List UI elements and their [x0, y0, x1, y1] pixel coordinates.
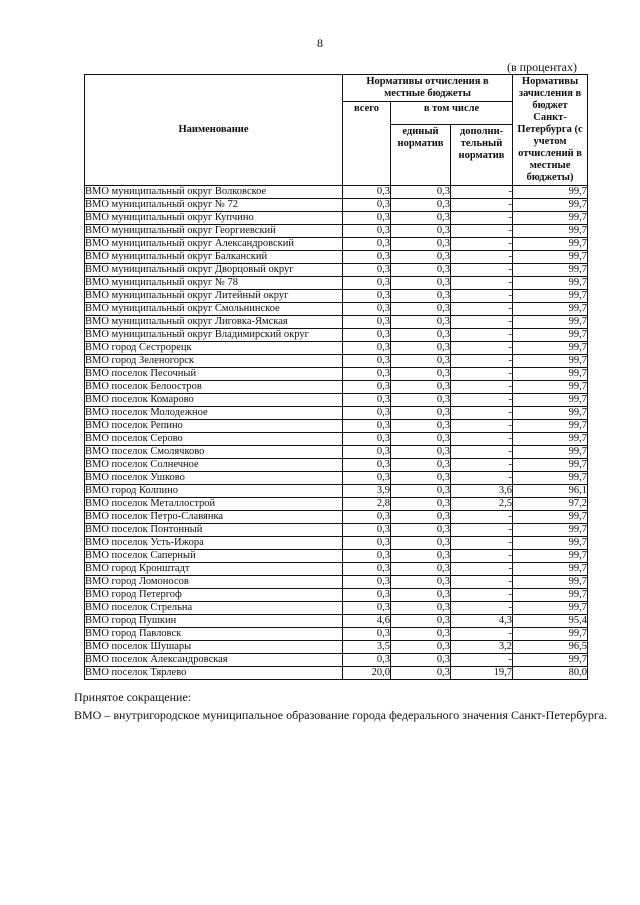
city-budget-value: 99,7 — [513, 589, 588, 602]
single-norm-value: 0,3 — [391, 316, 451, 329]
city-budget-value: 99,7 — [513, 576, 588, 589]
single-norm-value: 0,3 — [391, 264, 451, 277]
municipality-name: ВМО муниципальный округ № 72 — [85, 199, 343, 212]
single-norm-value: 0,3 — [391, 355, 451, 368]
city-budget-value: 99,7 — [513, 303, 588, 316]
table-row — [85, 654, 588, 667]
table-row — [85, 472, 588, 485]
city-budget-value: 99,7 — [513, 459, 588, 472]
total-value: 0,3 — [343, 290, 391, 303]
municipality-name: ВМО поселок Белоостров — [85, 381, 343, 394]
units-note: (в процентах) — [507, 60, 577, 74]
municipality-name: ВМО город Пушкин — [85, 615, 343, 628]
municipality-name: ВМО поселок Саперный — [85, 550, 343, 563]
total-value: 0,3 — [343, 550, 391, 563]
additional-norm-value: - — [451, 433, 513, 446]
municipality-name: ВМО поселок Александровская — [85, 654, 343, 667]
table-row — [85, 498, 588, 511]
table-row — [85, 589, 588, 602]
table-row — [85, 277, 588, 290]
city-budget-value: 99,7 — [513, 225, 588, 238]
additional-norm-value: - — [451, 303, 513, 316]
total-value: 3,9 — [343, 485, 391, 498]
city-budget-header: Нормативы зачисления в бюджет Санкт-Петербурга (с учетом отчислений в местные бюджеты) — [513, 75, 588, 186]
city-budget-value: 99,7 — [513, 381, 588, 394]
total-value: 0,3 — [343, 225, 391, 238]
table-row — [85, 446, 588, 459]
municipality-name: ВМО город Петергоф — [85, 589, 343, 602]
city-budget-value: 99,7 — [513, 433, 588, 446]
municipality-name: ВМО поселок Тярлево — [85, 667, 343, 680]
total-value: 0,3 — [343, 472, 391, 485]
single-norm-value: 0,3 — [391, 420, 451, 433]
single-norm-value: 0,3 — [391, 342, 451, 355]
table-row — [85, 511, 588, 524]
municipality-name: ВМО поселок Молодежное — [85, 407, 343, 420]
additional-norm-value: - — [451, 537, 513, 550]
municipality-name: ВМО поселок Смолячково — [85, 446, 343, 459]
municipality-name: ВМО город Кронштадт — [85, 563, 343, 576]
total-value: 0,3 — [343, 420, 391, 433]
table-row — [85, 550, 588, 563]
city-budget-value: 99,7 — [513, 407, 588, 420]
table-body — [85, 186, 588, 680]
single-norm-value: 0,3 — [391, 303, 451, 316]
city-budget-value: 99,7 — [513, 511, 588, 524]
total-value: 0,3 — [343, 394, 391, 407]
city-budget-value: 99,7 — [513, 550, 588, 563]
single-norm-value: 0,3 — [391, 199, 451, 212]
single-norm-value: 0,3 — [391, 459, 451, 472]
single-norm-header: единый норматив — [391, 125, 451, 186]
total-value: 0,3 — [343, 368, 391, 381]
norms-table — [84, 74, 588, 680]
additional-norm-value: - — [451, 628, 513, 641]
city-budget-value: 80,0 — [513, 667, 588, 680]
municipality-name: ВМО муниципальный округ Владимирский округ — [85, 329, 343, 342]
single-norm-value: 0,3 — [391, 485, 451, 498]
table-row — [85, 420, 588, 433]
additional-norm-value: - — [451, 381, 513, 394]
city-budget-value: 99,7 — [513, 420, 588, 433]
total-column-header: всего — [343, 102, 391, 186]
additional-norm-value: - — [451, 576, 513, 589]
municipality-name: ВМО поселок Понтонный — [85, 524, 343, 537]
municipality-name: ВМО поселок Солнечное — [85, 459, 343, 472]
additional-norm-value: - — [451, 459, 513, 472]
additional-norm-value: - — [451, 238, 513, 251]
city-budget-value: 99,7 — [513, 472, 588, 485]
total-value: 0,3 — [343, 186, 391, 199]
single-norm-value: 0,3 — [391, 238, 451, 251]
table-row — [85, 264, 588, 277]
total-value: 3,5 — [343, 641, 391, 654]
table-row — [85, 251, 588, 264]
additional-norm-value: - — [451, 264, 513, 277]
table-row — [85, 342, 588, 355]
footnote-text: ВМО – внутригородское муниципальное образование города федерального значения Санкт-Петербурга. — [74, 708, 608, 722]
municipality-name: ВМО поселок Репино — [85, 420, 343, 433]
footnote-title: Принятое сокращение: — [74, 690, 192, 704]
city-budget-value: 97,2 — [513, 498, 588, 511]
single-norm-value: 0,3 — [391, 524, 451, 537]
city-budget-value: 99,7 — [513, 264, 588, 277]
additional-norm-value: - — [451, 225, 513, 238]
municipality-name: ВМО муниципальный округ Волковское — [85, 186, 343, 199]
additional-norm-header: дополни-тельный норматив — [451, 125, 513, 186]
municipality-name: ВМО муниципальный округ Литейный округ — [85, 290, 343, 303]
city-budget-value: 99,7 — [513, 446, 588, 459]
municipality-name: ВМО поселок Металлострой — [85, 498, 343, 511]
additional-norm-value: - — [451, 329, 513, 342]
table-row — [85, 355, 588, 368]
additional-norm-value: - — [451, 342, 513, 355]
additional-norm-value: 19,7 — [451, 667, 513, 680]
single-norm-value: 0,3 — [391, 446, 451, 459]
additional-norm-value: - — [451, 199, 513, 212]
total-value: 0,3 — [343, 563, 391, 576]
table-row — [85, 238, 588, 251]
single-norm-value: 0,3 — [391, 251, 451, 264]
additional-norm-value: - — [451, 602, 513, 615]
additional-norm-value: - — [451, 186, 513, 199]
municipality-name: ВМО город Колпино — [85, 485, 343, 498]
local-budgets-header: Нормативы отчисления в местные бюджеты — [343, 75, 513, 102]
total-value: 0,3 — [343, 381, 391, 394]
single-norm-value: 0,3 — [391, 654, 451, 667]
city-budget-value: 96,1 — [513, 485, 588, 498]
table-row — [85, 524, 588, 537]
municipality-name: ВМО муниципальный округ Смольнинское — [85, 303, 343, 316]
city-budget-value: 99,7 — [513, 355, 588, 368]
additional-norm-value: - — [451, 355, 513, 368]
table-row — [85, 576, 588, 589]
table-row — [85, 615, 588, 628]
total-value: 0,3 — [343, 446, 391, 459]
single-norm-value: 0,3 — [391, 368, 451, 381]
table-row — [85, 537, 588, 550]
additional-norm-value: - — [451, 407, 513, 420]
name-column-header: Наименование — [85, 75, 343, 186]
table-row — [85, 433, 588, 446]
municipality-name: ВМО муниципальный округ Дворцовый округ — [85, 264, 343, 277]
city-budget-value: 99,7 — [513, 199, 588, 212]
city-budget-value: 96,5 — [513, 641, 588, 654]
city-budget-value: 99,7 — [513, 654, 588, 667]
table-row — [85, 485, 588, 498]
city-budget-value: 99,7 — [513, 290, 588, 303]
additional-norm-value: - — [451, 472, 513, 485]
total-value: 0,3 — [343, 602, 391, 615]
additional-norm-value: - — [451, 511, 513, 524]
total-value: 0,3 — [343, 277, 391, 290]
including-header: в том числе — [391, 102, 513, 125]
total-value: 0,3 — [343, 537, 391, 550]
single-norm-value: 0,3 — [391, 472, 451, 485]
total-value: 0,3 — [343, 355, 391, 368]
city-budget-value: 99,7 — [513, 368, 588, 381]
municipality-name: ВМО поселок Ушково — [85, 472, 343, 485]
single-norm-value: 0,3 — [391, 563, 451, 576]
table-row — [85, 225, 588, 238]
municipality-name: ВМО поселок Шушары — [85, 641, 343, 654]
municipality-name: ВМО муниципальный округ Александровский — [85, 238, 343, 251]
table-row — [85, 628, 588, 641]
total-value: 0,3 — [343, 433, 391, 446]
city-budget-value: 99,7 — [513, 212, 588, 225]
municipality-name: ВМО муниципальный округ Балканский — [85, 251, 343, 264]
single-norm-value: 0,3 — [391, 329, 451, 342]
additional-norm-value: 2,5 — [451, 498, 513, 511]
table-row — [85, 394, 588, 407]
total-value: 0,3 — [343, 342, 391, 355]
municipality-name: ВМО поселок Стрельна — [85, 602, 343, 615]
single-norm-value: 0,3 — [391, 667, 451, 680]
total-value: 0,3 — [343, 238, 391, 251]
city-budget-value: 95,4 — [513, 615, 588, 628]
city-budget-value: 99,7 — [513, 342, 588, 355]
table-row — [85, 563, 588, 576]
city-budget-value: 99,7 — [513, 537, 588, 550]
city-budget-value: 99,7 — [513, 329, 588, 342]
single-norm-value: 0,3 — [391, 225, 451, 238]
single-norm-value: 0,3 — [391, 381, 451, 394]
additional-norm-value: 3,2 — [451, 641, 513, 654]
city-budget-value: 99,7 — [513, 277, 588, 290]
total-value: 0,3 — [343, 329, 391, 342]
table-row — [85, 381, 588, 394]
total-value: 0,3 — [343, 589, 391, 602]
additional-norm-value: - — [451, 368, 513, 381]
additional-norm-value: 4,3 — [451, 615, 513, 628]
additional-norm-value: - — [451, 563, 513, 576]
city-budget-value: 99,7 — [513, 394, 588, 407]
municipality-name: ВМО поселок Серово — [85, 433, 343, 446]
table-row — [85, 303, 588, 316]
city-budget-value: 99,7 — [513, 628, 588, 641]
municipality-name: ВМО поселок Петро-Славянка — [85, 511, 343, 524]
single-norm-value: 0,3 — [391, 394, 451, 407]
table-row — [85, 667, 588, 680]
additional-norm-value: - — [451, 446, 513, 459]
table-row — [85, 290, 588, 303]
total-value: 0,3 — [343, 524, 391, 537]
table-row — [85, 368, 588, 381]
municipality-name: ВМО муниципальный округ Лиговка-Ямская — [85, 316, 343, 329]
table-row — [85, 316, 588, 329]
municipality-name: ВМО поселок Комарово — [85, 394, 343, 407]
additional-norm-value: - — [451, 394, 513, 407]
additional-norm-value: - — [451, 550, 513, 563]
total-value: 0,3 — [343, 628, 391, 641]
municipality-name: ВМО город Сестрорецк — [85, 342, 343, 355]
municipality-name: ВМО муниципальный округ Георгиевский — [85, 225, 343, 238]
table-row — [85, 602, 588, 615]
municipality-name: ВМО поселок Песочный — [85, 368, 343, 381]
additional-norm-value: - — [451, 277, 513, 290]
single-norm-value: 0,3 — [391, 576, 451, 589]
single-norm-value: 0,3 — [391, 550, 451, 563]
municipality-name: ВМО город Павловск — [85, 628, 343, 641]
total-value: 0,3 — [343, 316, 391, 329]
total-value: 0,3 — [343, 576, 391, 589]
single-norm-value: 0,3 — [391, 628, 451, 641]
total-value: 0,3 — [343, 407, 391, 420]
total-value: 0,3 — [343, 459, 391, 472]
single-norm-value: 0,3 — [391, 433, 451, 446]
total-value: 0,3 — [343, 199, 391, 212]
city-budget-value: 99,7 — [513, 251, 588, 264]
city-budget-value: 99,7 — [513, 316, 588, 329]
additional-norm-value: - — [451, 654, 513, 667]
single-norm-value: 0,3 — [391, 615, 451, 628]
total-value: 0,3 — [343, 264, 391, 277]
single-norm-value: 0,3 — [391, 602, 451, 615]
table-row — [85, 186, 588, 199]
additional-norm-value: - — [451, 290, 513, 303]
page-number: 8 — [317, 36, 323, 50]
city-budget-value: 99,7 — [513, 524, 588, 537]
single-norm-value: 0,3 — [391, 641, 451, 654]
additional-norm-value: - — [451, 524, 513, 537]
additional-norm-value: 3,6 — [451, 485, 513, 498]
single-norm-value: 0,3 — [391, 511, 451, 524]
table-row — [85, 459, 588, 472]
single-norm-value: 0,3 — [391, 407, 451, 420]
total-value: 20,0 — [343, 667, 391, 680]
table-row — [85, 199, 588, 212]
municipality-name: ВМО город Ломоносов — [85, 576, 343, 589]
single-norm-value: 0,3 — [391, 277, 451, 290]
total-value: 0,3 — [343, 212, 391, 225]
total-value: 0,3 — [343, 654, 391, 667]
city-budget-value: 99,7 — [513, 602, 588, 615]
city-budget-value: 99,7 — [513, 563, 588, 576]
additional-norm-value: - — [451, 420, 513, 433]
city-budget-value: 99,7 — [513, 186, 588, 199]
total-value: 4,6 — [343, 615, 391, 628]
additional-norm-value: - — [451, 212, 513, 225]
single-norm-value: 0,3 — [391, 212, 451, 225]
single-norm-value: 0,3 — [391, 498, 451, 511]
city-budget-value: 99,7 — [513, 238, 588, 251]
municipality-name: ВМО муниципальный округ Купчино — [85, 212, 343, 225]
municipality-name: ВМО город Зеленогорск — [85, 355, 343, 368]
table-row — [85, 212, 588, 225]
single-norm-value: 0,3 — [391, 290, 451, 303]
additional-norm-value: - — [451, 316, 513, 329]
table-row — [85, 407, 588, 420]
table-row — [85, 329, 588, 342]
total-value: 2,8 — [343, 498, 391, 511]
single-norm-value: 0,3 — [391, 589, 451, 602]
additional-norm-value: - — [451, 251, 513, 264]
single-norm-value: 0,3 — [391, 186, 451, 199]
total-value: 0,3 — [343, 511, 391, 524]
municipality-name: ВМО муниципальный округ № 78 — [85, 277, 343, 290]
single-norm-value: 0,3 — [391, 537, 451, 550]
municipality-name: ВМО поселок Усть-Ижора — [85, 537, 343, 550]
total-value: 0,3 — [343, 303, 391, 316]
total-value: 0,3 — [343, 251, 391, 264]
additional-norm-value: - — [451, 589, 513, 602]
table-row — [85, 641, 588, 654]
